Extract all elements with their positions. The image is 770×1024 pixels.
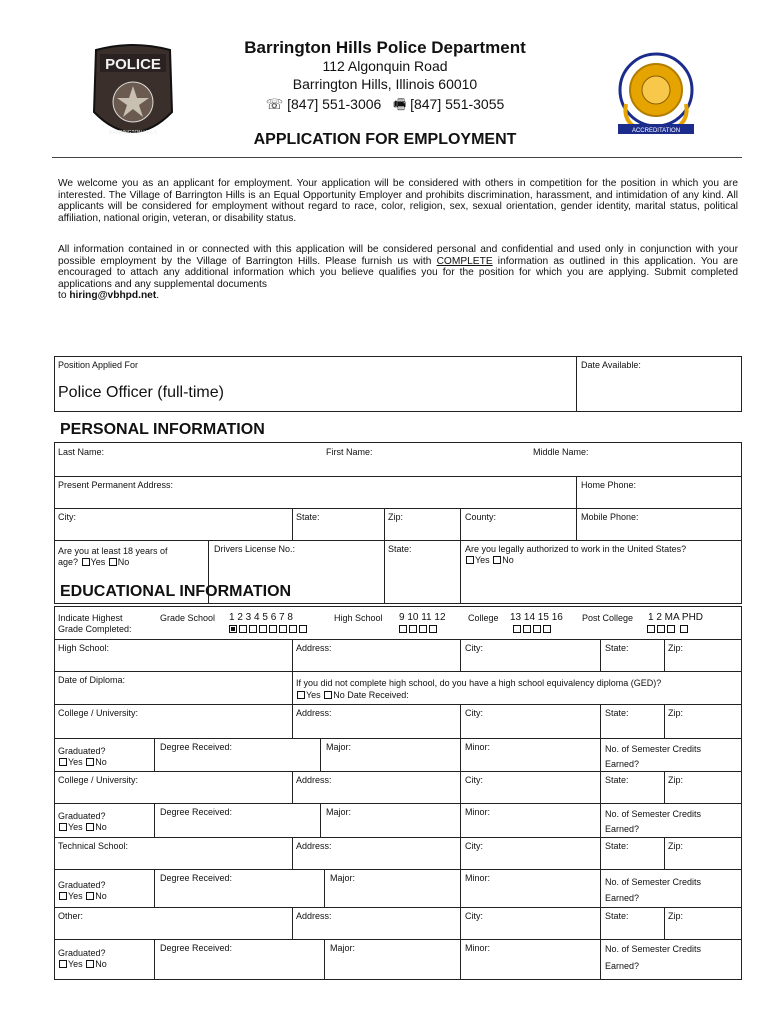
personal-row-line	[54, 476, 742, 477]
college-2-no-label: No	[95, 822, 107, 832]
age-label: age?	[58, 557, 79, 567]
other-credits-label-2: Earned?	[605, 961, 640, 971]
personal-col-line	[384, 508, 385, 604]
college-2-graduated-options	[58, 822, 107, 832]
grade-6-checkbox[interactable]	[279, 625, 287, 633]
college-grade-label: College	[468, 613, 499, 623]
edu-row-line	[54, 939, 742, 940]
post-ma-checkbox[interactable]	[667, 625, 675, 633]
edu-row-line	[54, 837, 742, 838]
fax-number: [847] 551-3055	[410, 96, 505, 112]
edu-col-line	[460, 907, 461, 939]
edu-col-line	[600, 837, 601, 869]
home-phone-field[interactable]: Home Phone:	[581, 480, 637, 490]
edu-col-line	[292, 837, 293, 869]
personal-row-line	[54, 540, 742, 541]
age-no-label: No	[117, 557, 130, 567]
ged-no-label: No	[333, 690, 345, 700]
badge-sub-text: BARRINGTON HILLS	[108, 130, 158, 136]
authorized-yes-label: Yes	[475, 555, 490, 565]
other-school-field[interactable]: Other:	[58, 911, 84, 921]
hs-state-field[interactable]: State:	[605, 643, 629, 653]
grade-7-checkbox[interactable]	[289, 625, 297, 633]
college-1-credits-label-2: Earned?	[605, 759, 640, 769]
edu-col-line	[292, 907, 293, 939]
other-graduated-label: Graduated?	[58, 948, 106, 958]
personal-col-line	[292, 508, 293, 540]
edu-col-line	[320, 738, 321, 771]
tech-major-field[interactable]: Major:	[330, 873, 356, 883]
ged-date-received-field[interactable]: Date Received:	[347, 690, 409, 700]
age-question: Are you at least 18 years of	[58, 546, 168, 556]
tech-no-checkbox[interactable]	[86, 892, 94, 900]
edu-col-line	[292, 671, 293, 704]
edu-col-line	[320, 803, 321, 837]
state-field[interactable]: State:	[296, 512, 320, 522]
grade-9-checkbox[interactable]	[399, 625, 407, 633]
post-college-checkboxes	[646, 624, 689, 634]
license-state-field[interactable]: State:	[388, 544, 412, 554]
edu-col-line	[460, 803, 461, 837]
header-divider	[52, 157, 742, 158]
personal-section-title: PERSONAL INFORMATION	[60, 421, 265, 438]
college-1-minor-field[interactable]: Minor:	[465, 742, 491, 752]
tech-credits-label-2: Earned?	[605, 893, 640, 903]
post-1-checkbox[interactable]	[647, 625, 655, 633]
personal-grid	[54, 442, 742, 604]
position-label: Position Applied For	[58, 360, 139, 370]
college-2-no-checkbox[interactable]	[86, 823, 94, 831]
intro-paragraph-1: We welcome you as an applicant for employment. Your application will be considered with others in competition for the position in which you are interested. The Village of Barrington Hills is an Equal Opportunity Employer and prohibits discrimination, harassment, and intimidation of any kind. All applicants will be considered for employment without regard to race, color, religion, sex, sexual orientation, gender identity, marital status, political affiliation, national origin, veteran, or disability status.	[58, 178, 738, 224]
college-checkboxes	[512, 624, 552, 634]
highest-grade-label-2: Grade Completed:	[58, 624, 132, 634]
accreditation-seal-logo	[614, 44, 698, 142]
intro-complete: COMPLETE	[436, 255, 493, 267]
edu-row-line	[54, 671, 742, 672]
college-2-address-field[interactable]: Address:	[296, 775, 332, 785]
college-numbers: 13 14 15 16	[510, 612, 563, 623]
college-1-graduated-label: Graduated?	[58, 746, 106, 756]
edu-col-line	[600, 639, 601, 671]
authorized-question: Are you legally authorized to work in the United States?	[465, 544, 687, 554]
edu-col-line	[460, 704, 461, 738]
college-1-graduated-options	[58, 757, 107, 767]
personal-row-line	[54, 508, 742, 509]
age-no-checkbox[interactable]	[109, 558, 117, 566]
intro-to: to	[58, 290, 70, 301]
grade-12-checkbox[interactable]	[429, 625, 437, 633]
grade-school-checkboxes	[228, 624, 308, 634]
edu-col-line	[154, 738, 155, 771]
tech-graduated-options	[58, 891, 107, 901]
college-1-no-label: No	[95, 757, 107, 767]
intro-text-a: All information contained in or connected with this application will be considered personal and confidential and used only in conjunction with your possible employment by the Village of Barrington Hills. Please furnish us with	[58, 244, 738, 267]
edu-col-line	[664, 639, 665, 671]
edu-col-line	[324, 869, 325, 907]
date-available-label[interactable]: Date Available:	[581, 360, 641, 370]
other-credits-label[interactable]: No. of Semester Credits	[605, 944, 702, 954]
fax-icon: 🖷	[392, 96, 407, 112]
college-2-yes-label: Yes	[68, 822, 83, 832]
other-degree-field[interactable]: Degree Received:	[160, 943, 233, 953]
edu-col-line	[292, 704, 293, 738]
personal-col-line	[460, 508, 461, 604]
hiring-email[interactable]: hiring@vbhpd.net	[69, 290, 157, 301]
middle-name-field[interactable]: Middle Name:	[533, 447, 589, 457]
edu-col-line	[460, 837, 461, 869]
department-name: Barrington Hills Police Department	[244, 38, 526, 57]
mobile-phone-field[interactable]: Mobile Phone:	[581, 512, 639, 522]
county-field[interactable]: County:	[465, 512, 497, 522]
edu-col-line	[600, 907, 601, 939]
tech-address-field[interactable]: Address:	[296, 841, 332, 851]
age-question-line2	[58, 557, 129, 567]
college-1-no-checkbox[interactable]	[86, 758, 94, 766]
college-1-zip-field[interactable]: Zip:	[668, 708, 684, 718]
hs-zip-field[interactable]: Zip:	[668, 643, 684, 653]
ged-yes-checkbox[interactable]	[297, 691, 305, 699]
edu-col-line	[600, 704, 601, 738]
position-divider	[576, 356, 577, 412]
high-school-field[interactable]: High School:	[58, 643, 110, 653]
grade-13-checkbox[interactable]	[513, 625, 521, 633]
post-college-label: Post College	[582, 613, 634, 623]
seal-text: ACCREDITATION	[631, 128, 681, 134]
high-school-checkboxes	[398, 624, 438, 634]
edu-col-line	[664, 837, 665, 869]
authorized-options	[465, 555, 514, 565]
other-city-field[interactable]: City:	[465, 911, 483, 921]
tech-no-label: No	[95, 891, 107, 901]
first-name-field[interactable]: First Name:	[326, 447, 373, 457]
age-yes-checkbox[interactable]	[82, 558, 90, 566]
edu-col-line	[664, 704, 665, 738]
college-2-field[interactable]: College / University:	[58, 775, 139, 785]
edu-col-line	[600, 738, 601, 771]
post-college-numbers: 1 2 MA PHD	[648, 612, 704, 623]
college-1-major-field[interactable]: Major:	[326, 742, 352, 752]
college-2-zip-field[interactable]: Zip:	[668, 775, 684, 785]
edu-col-line	[664, 771, 665, 803]
edu-row-line	[54, 907, 742, 908]
grade-4-checkbox[interactable]	[259, 625, 267, 633]
form-title: APPLICATION FOR EMPLOYMENT	[253, 131, 517, 148]
grade-school-label: Grade School	[160, 613, 216, 623]
grade-14-checkbox[interactable]	[523, 625, 531, 633]
city-field[interactable]: City:	[58, 512, 76, 522]
tech-zip-field[interactable]: Zip:	[668, 841, 684, 851]
college-1-credits-label[interactable]: No. of Semester Credits	[605, 744, 702, 754]
authorized-no-label: No	[502, 555, 514, 565]
ged-yes-label: Yes	[306, 690, 321, 700]
grade-school-numbers: 1 2 3 4 5 6 7 8	[229, 612, 293, 623]
other-major-field[interactable]: Major:	[330, 943, 356, 953]
college-1-degree-field[interactable]: Degree Received:	[160, 742, 233, 752]
tech-degree-field[interactable]: Degree Received:	[160, 873, 233, 883]
education-grid	[54, 606, 742, 980]
address-line-1: 112 Algonquin Road	[322, 58, 448, 74]
other-yes-label: Yes	[68, 959, 83, 969]
personal-col-line	[576, 476, 577, 540]
edu-col-line	[154, 939, 155, 980]
grade-1-checkbox[interactable]	[229, 625, 237, 633]
edu-col-line	[460, 939, 461, 980]
authorized-yes-checkbox[interactable]	[466, 556, 474, 564]
edu-col-line	[460, 738, 461, 771]
college-1-city-field[interactable]: City:	[465, 708, 483, 718]
grade-5-checkbox[interactable]	[269, 625, 277, 633]
college-2-credits-label[interactable]: No. of Semester Credits	[605, 809, 702, 819]
hs-address-field[interactable]: Address:	[296, 643, 332, 653]
other-state-field[interactable]: State:	[605, 911, 629, 921]
authorized-no-checkbox[interactable]	[493, 556, 501, 564]
age-yes-label: Yes	[90, 557, 106, 567]
ged-no-checkbox[interactable]	[324, 691, 332, 699]
college-2-credits-label-2: Earned?	[605, 824, 640, 834]
tech-minor-field[interactable]: Minor:	[465, 873, 491, 883]
intro-paragraph-2	[58, 244, 738, 302]
grade-8-checkbox[interactable]	[299, 625, 307, 633]
post-phd-checkbox[interactable]	[680, 625, 688, 633]
post-2-checkbox[interactable]	[657, 625, 665, 633]
edu-col-line	[600, 803, 601, 837]
tech-graduated-label: Graduated?	[58, 880, 106, 890]
edu-col-line	[600, 939, 601, 980]
tech-city-field[interactable]: City:	[465, 841, 483, 851]
other-zip-field[interactable]: Zip:	[668, 911, 684, 921]
badge-text: POLICE	[105, 56, 161, 73]
college-1-yes-label: Yes	[68, 757, 83, 767]
zip-field[interactable]: Zip:	[388, 512, 404, 522]
other-minor-field[interactable]: Minor:	[465, 943, 491, 953]
high-school-grade-label: High School	[334, 613, 383, 623]
hs-city-field[interactable]: City:	[465, 643, 483, 653]
edu-col-line	[292, 771, 293, 803]
intro-end: .	[156, 290, 160, 301]
other-no-checkbox[interactable]	[86, 960, 94, 968]
edu-col-line	[600, 771, 601, 803]
edu-col-line	[154, 803, 155, 837]
edu-row-line	[54, 803, 742, 804]
college-2-state-field[interactable]: State:	[605, 775, 629, 785]
education-section-title: EDUCATIONAL INFORMATION	[60, 583, 292, 600]
tech-state-field[interactable]: State:	[605, 841, 629, 851]
grade-15-checkbox[interactable]	[533, 625, 541, 633]
address-field[interactable]: Present Permanent Address:	[58, 480, 174, 490]
edu-row-line	[54, 639, 742, 640]
edu-col-line	[292, 639, 293, 671]
ged-question: If you did not complete high school, do you have a high school equivalency diploma (GED)?	[296, 678, 662, 688]
college-2-graduated-label: Graduated?	[58, 811, 106, 821]
grade-10-checkbox[interactable]	[409, 625, 417, 633]
edu-row-line	[54, 738, 742, 739]
college-2-major-field[interactable]: Major:	[326, 807, 352, 817]
other-graduated-options	[58, 959, 107, 969]
edu-col-line	[460, 869, 461, 907]
phone-line	[150, 94, 620, 118]
edu-col-line	[460, 771, 461, 803]
position-value[interactable]: Police Officer (full-time)	[58, 384, 224, 401]
diploma-date-field[interactable]: Date of Diploma:	[58, 675, 126, 685]
college-1-field[interactable]: College / University:	[58, 708, 139, 718]
grade-11-checkbox[interactable]	[419, 625, 427, 633]
edu-col-line	[600, 869, 601, 907]
edu-row-line	[54, 704, 742, 705]
college-2-minor-field[interactable]: Minor:	[465, 807, 491, 817]
college-2-degree-field[interactable]: Degree Received:	[160, 807, 233, 817]
high-school-numbers: 9 10 11 12	[399, 612, 446, 623]
tech-yes-checkbox[interactable]	[59, 892, 67, 900]
address-line-2: Barrington Hills, Illinois 60010	[292, 76, 478, 92]
phone-number: [847] 551-3006	[287, 96, 382, 112]
college-1-state-field[interactable]: State:	[605, 708, 629, 718]
edu-col-line	[154, 869, 155, 907]
college-1-yes-checkbox[interactable]	[59, 758, 67, 766]
highest-grade-label: Indicate Highest	[58, 613, 123, 623]
ged-options	[296, 690, 409, 700]
tech-yes-label: Yes	[68, 891, 83, 901]
license-field[interactable]: Drivers License No.:	[214, 544, 296, 554]
technical-school-field[interactable]: Technical School:	[58, 841, 129, 851]
grade-16-checkbox[interactable]	[543, 625, 551, 633]
grade-3-checkbox[interactable]	[249, 625, 257, 633]
phone-icon: ☏	[265, 96, 284, 112]
edu-col-line	[460, 639, 461, 671]
other-no-label: No	[95, 959, 107, 969]
other-yes-checkbox[interactable]	[59, 960, 67, 968]
other-address-field[interactable]: Address:	[296, 911, 332, 921]
grade-2-checkbox[interactable]	[239, 625, 247, 633]
intro-text-b: information as outlined in this application. You are encouraged to attach any additional information which you believe qualifies you for the position for which you are applying. Submit completed applications and any supplemental documents	[58, 255, 738, 290]
last-name-field[interactable]: Last Name:	[58, 447, 105, 457]
college-2-city-field[interactable]: City:	[465, 775, 483, 785]
tech-credits-label[interactable]: No. of Semester Credits	[605, 877, 702, 887]
college-1-address-field[interactable]: Address:	[296, 708, 332, 718]
college-2-yes-checkbox[interactable]	[59, 823, 67, 831]
edu-col-line	[664, 907, 665, 939]
edu-row-line	[54, 771, 742, 772]
edu-col-line	[324, 939, 325, 980]
edu-row-line	[54, 869, 742, 870]
